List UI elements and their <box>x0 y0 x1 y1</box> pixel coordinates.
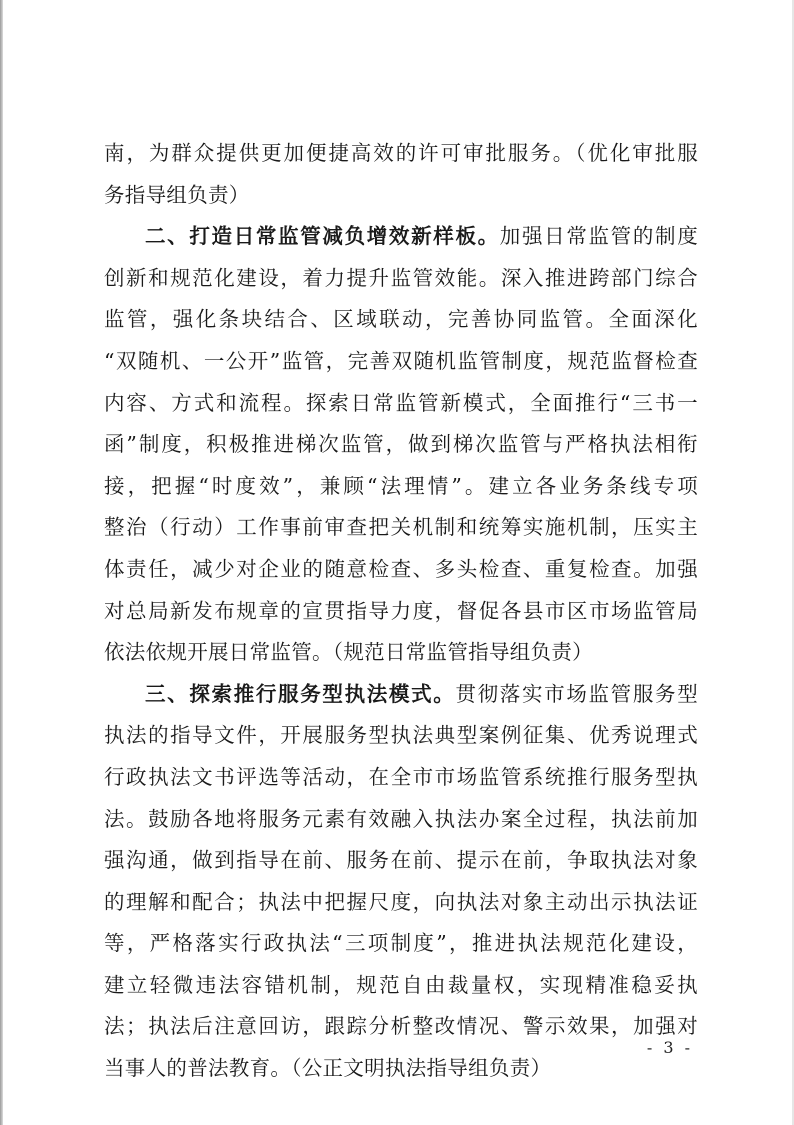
text-line: 务指导组负责） <box>104 182 250 207</box>
section-heading: 三、探索推行服务型执法模式。 <box>145 681 456 706</box>
text-line: 等，严格落实行政执法“三项制度”，推进执法规范化建设， <box>104 931 698 956</box>
document-body <box>104 138 698 1095</box>
section-heading: 二、打造日常监管减负增效新样板。 <box>145 224 500 249</box>
text-line: 的理解和配合；执法中把握尺度，向执法对象主动出示执法证 <box>104 889 698 914</box>
scan-left-edge <box>0 0 3 1125</box>
text-line: 行政执法文书评选等活动，在全市市场监管系统推行服务型执 <box>104 764 698 789</box>
text-line: 法；执法后注意回访，跟踪分析整改情况、警示效果，加强对 <box>104 1014 698 1039</box>
text-line: 接，把握“时度效”，兼顾“法理情”。建立各业务条线专项 <box>104 473 698 498</box>
page-number: - 3 - <box>646 1038 694 1057</box>
section-heading-line <box>104 679 698 710</box>
text-line: 南，为群众提供更加便捷高效的许可审批服务。（优化审批服 <box>104 141 698 165</box>
text-line: 依法依规开展日常监管。（规范日常监管指导组负责） <box>104 640 593 665</box>
text-span: 加强日常监管的制度 <box>499 224 698 249</box>
text-line: 函”制度，积极推进梯次监管，做到梯次监管与严格执法相衔 <box>104 432 698 457</box>
text-span: 贯彻落实市场监管服务型 <box>455 681 698 706</box>
text-line: 整治（行动）工作事前审查把关机制和统筹实施机制，压实主 <box>104 515 698 540</box>
text-line: 强沟通，做到指导在前、服务在前、提示在前，争取执法对象 <box>104 848 698 873</box>
text-line: 监管，强化条块结合、区域联动，完善协同监管。全面深化 <box>104 307 698 332</box>
text-line: 体责任，减少对企业的随意检查、多头检查、重复检查。加强 <box>104 556 698 581</box>
text-line: 创新和规范化建设，着力提升监管效能。深入推进跨部门综合 <box>104 265 698 290</box>
text-line: 对总局新发布规章的宣贯指导力度，督促各县市区市场监管局 <box>104 598 698 623</box>
text-line: 内容、方式和流程。探索日常监管新模式，全面推行“三书一 <box>104 390 698 415</box>
text-line: 法。鼓励各地将服务元素有效融入执法办案全过程，执法前加 <box>104 806 698 831</box>
text-line: “双随机、一公开”监管，完善双随机监管制度，规范监督检查 <box>104 348 698 373</box>
section-heading-line <box>104 221 698 252</box>
text-line: 建立轻微违法容错机制，规范自由裁量权，实现精准稳妥执 <box>104 972 698 997</box>
text-line: 当事人的普法教育。（公正文明执法指导组负责） <box>104 1056 552 1081</box>
text-line: 执法的指导文件，开展服务型执法典型案例征集、优秀说理式 <box>104 723 698 748</box>
